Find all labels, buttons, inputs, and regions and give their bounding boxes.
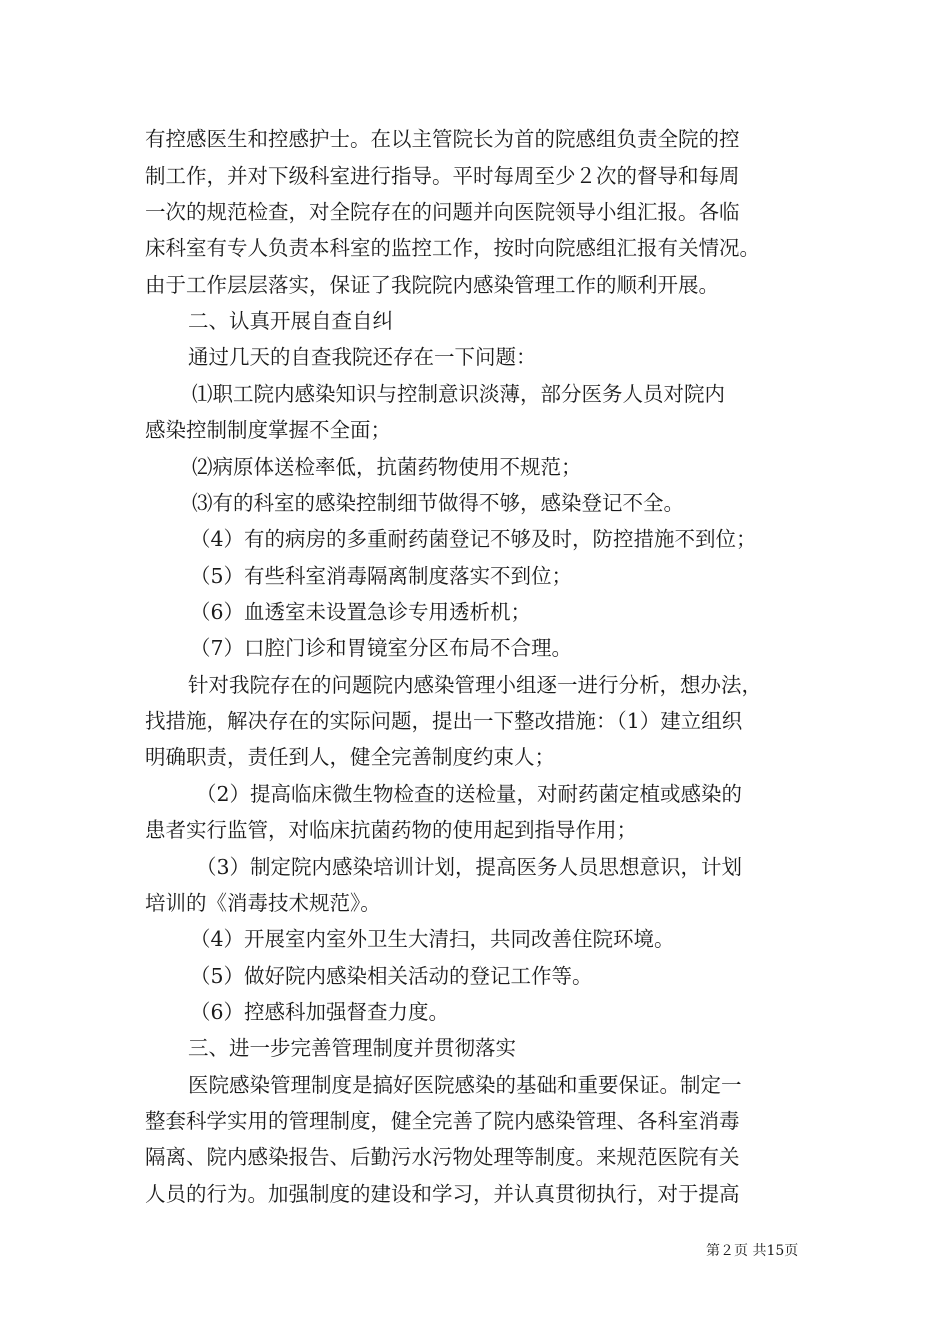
text-line: 针对我院存在的问题院内感染管理小组逐一进行分析，想办法， xyxy=(188,673,762,697)
section-heading: 二、认真开展自查自纠 xyxy=(188,309,393,333)
text-line: 由于工作层层落实，保证了我院院内感染管理工作的顺利开展。 xyxy=(145,273,719,297)
text-line: （6）血透室未设置急诊专用透析机； xyxy=(190,600,532,624)
text-line: （4）有的病房的多重耐药菌登记不够及时，防控措施不到位； xyxy=(190,527,757,551)
text-line: 找措施，解决存在的实际问题，提出一下整改措施：（1）建立组织 xyxy=(145,709,743,733)
text-line: 隔离、院内感染报告、后勤污水污物处理等制度。来规范医院有关 xyxy=(145,1145,740,1169)
text-line: 患者实行监管，对临床抗菌药物的使用起到指导作用； xyxy=(145,818,637,842)
text-line: 明确职责，责任到人，健全完善制度约束人； xyxy=(145,745,555,769)
text-line: 培训的《消毒技术规范》。 xyxy=(145,891,381,915)
text-line: 人员的行为。加强制度的建设和学习，并认真贯彻执行，对于提高 xyxy=(145,1182,740,1206)
text-line: （5）有些科室消毒隔离制度落实不到位； xyxy=(190,564,573,588)
text-line: 感染控制制度掌握不全面； xyxy=(145,418,391,442)
text-line: 一次的规范检查，对全院存在的问题并向医院领导小组汇报。各临 xyxy=(145,200,740,224)
text-line: （5）做好院内感染相关活动的登记工作等。 xyxy=(190,964,593,988)
text-line: ⑶有的科室的感染控制细节做得不够，感染登记不全。 xyxy=(192,491,684,515)
text-line: （7）口腔门诊和胃镜室分区布局不合理。 xyxy=(190,636,573,660)
text-line: 通过几天的自查我院还存在一下问题： xyxy=(188,345,537,369)
text-line: 有控感医生和控感护士。在以主管院长为首的院感组负责全院的控 xyxy=(145,127,740,151)
text-line: （3）制定院内感染培训计划，提高医务人员思想意识，计划 xyxy=(196,855,743,879)
text-line: （4）开展室内室外卫生大清扫，共同改善住院环境。 xyxy=(190,927,675,951)
text-line: 整套科学实用的管理制度，健全完善了院内感染管理、各科室消毒 xyxy=(145,1109,740,1133)
text-line: 医院感染管理制度是搞好医院感染的基础和重要保证。制定一 xyxy=(188,1073,742,1097)
text-line: （6）控感科加强督查力度。 xyxy=(190,1000,450,1024)
text-line: ⑵病原体送检率低，抗菌药物使用不规范； xyxy=(192,455,582,479)
text-line: 制工作，并对下级科室进行指导。平时每周至少２次的督导和每周 xyxy=(145,164,740,188)
section-heading: 三、进一步完善管理制度并贯彻落实 xyxy=(188,1036,516,1060)
page-number-footer: 第２页 共15页 xyxy=(706,1243,799,1259)
text-line: ⑴职工院内感染知识与控制意识淡薄，部分医务人员对院内 xyxy=(192,382,725,406)
text-line: （2）提高临床微生物检查的送检量，对耐药菌定植或感染的 xyxy=(196,782,743,806)
text-line: 床科室有专人负责本科室的监控工作，按时向院感组汇报有关情况。 xyxy=(145,236,760,260)
